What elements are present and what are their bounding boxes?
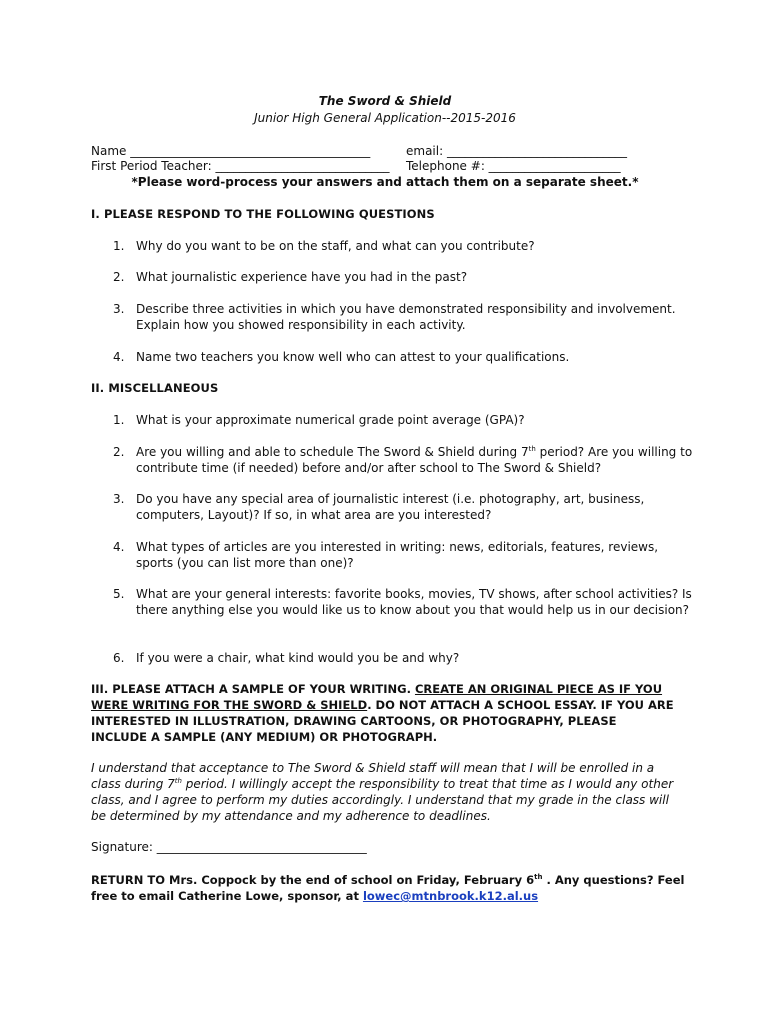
question-number: 6. bbox=[113, 651, 125, 665]
superscript: th bbox=[174, 777, 182, 785]
email-link[interactable]: lowec@mtnbrook.k12.al.us bbox=[362, 889, 539, 903]
question-text: Name two teachers you know well who can attest to your qualifications. bbox=[136, 350, 570, 364]
name-field[interactable]: Name ________________________________________ bbox=[91, 144, 371, 158]
superscript: th bbox=[534, 873, 543, 882]
question-number: 5. bbox=[113, 587, 125, 601]
question-text bbox=[136, 444, 696, 476]
question-text: What is your approximate numerical grade point average (GPA)? bbox=[136, 413, 525, 427]
section-3-instructions bbox=[91, 681, 676, 745]
question-number: 4. bbox=[113, 350, 125, 364]
question-number: 1. bbox=[113, 239, 125, 253]
question-number: 2. bbox=[113, 445, 125, 459]
section-1-heading: I. PLEASE RESPOND TO THE FOLLOWING QUESTIONS bbox=[91, 207, 435, 221]
return-text: . Any questions? Feel free to email Catherine Lowe, sponsor, at bbox=[91, 873, 685, 903]
return-text: RETURN TO Mrs. Coppock by the end of school on Friday, February 6 bbox=[91, 873, 535, 887]
telephone-field[interactable]: Telephone #: ______________________ bbox=[406, 159, 621, 173]
agreement-text: I understand that acceptance to The Sword & Shield staff will mean that I will be enrolled in a class during 7 bbox=[91, 761, 655, 791]
agreement-paragraph bbox=[91, 760, 681, 824]
section-3-text: . DO NOT ATTACH A SCHOOL ESSAY. IF YOU ARE INTERESTED IN ILLUSTRATION, DRAWING CARTOONS, OR PHOTOGRAPHY, PLEASE INCLUDE A SAMPLE (ANY MEDIUM) OR PHOTOGRAPH. bbox=[91, 698, 674, 744]
return-instructions bbox=[91, 872, 691, 904]
question-text: What journalistic experience have you had in the past? bbox=[136, 270, 468, 284]
question-text: If you were a chair, what kind would you be and why? bbox=[136, 651, 460, 665]
question-text-part: Are you willing and able to schedule The Sword & Shield during 7 bbox=[136, 445, 529, 459]
section-2-heading: II. MISCELLANEOUS bbox=[91, 381, 219, 395]
question-number: 2. bbox=[113, 270, 125, 284]
question-text: Describe three activities in which you have demonstrated responsibility and involvement. Explain how you showed responsibility in each activity. bbox=[136, 302, 676, 332]
email-field[interactable]: email: ______________________________ bbox=[406, 144, 627, 158]
document-title: The Sword & Shield bbox=[318, 94, 452, 108]
question-text-part: period? Are you willing to contribute time (if needed) before and/or after school to The Sword & Shield? bbox=[136, 445, 693, 475]
instructions-note: *Please word-process your answers and attach them on a separate sheet.* bbox=[131, 175, 639, 189]
section-3-heading: III. PLEASE ATTACH A SAMPLE OF YOUR WRITING. bbox=[91, 682, 415, 696]
question-number: 4. bbox=[113, 540, 125, 554]
agreement-text: period. I willingly accept the responsibility to treat that time as I would any other class, and I agree to perform my duties accordingly. I understand that my grade in the class will be determined by my attendance and my adherence to deadlines. bbox=[91, 777, 674, 823]
question-text: Do you have any special area of journalistic interest (i.e. photography, art, business, computers, Layout)? If so, in what area are you interested? bbox=[136, 492, 645, 522]
section-3-underlined-text: CREATE AN ORIGINAL PIECE AS IF YOU WERE WRITING FOR THE SWORD & SHIELD bbox=[91, 682, 663, 712]
signature-field[interactable]: Signature: ___________________________________ bbox=[91, 840, 367, 854]
question-number: 3. bbox=[113, 492, 125, 506]
document-subtitle: Junior High General Application--2015-2016 bbox=[254, 111, 516, 125]
question-number: 1. bbox=[113, 413, 125, 427]
question-text: What types of articles are you interested in writing: news, editorials, features, reviews, sports (you can list more than one)? bbox=[136, 540, 659, 570]
question-number: 3. bbox=[113, 302, 125, 316]
superscript: th bbox=[528, 445, 536, 453]
question-text: What are your general interests: favorite books, movies, TV shows, after school activities? Is there anything else you would like us to know about you that would help us in our decision? bbox=[136, 587, 692, 617]
first-period-teacher-field[interactable]: First Period Teacher: _____________________________ bbox=[91, 159, 390, 173]
question-text: Why do you want to be on the staff, and what can you contribute? bbox=[136, 239, 535, 253]
